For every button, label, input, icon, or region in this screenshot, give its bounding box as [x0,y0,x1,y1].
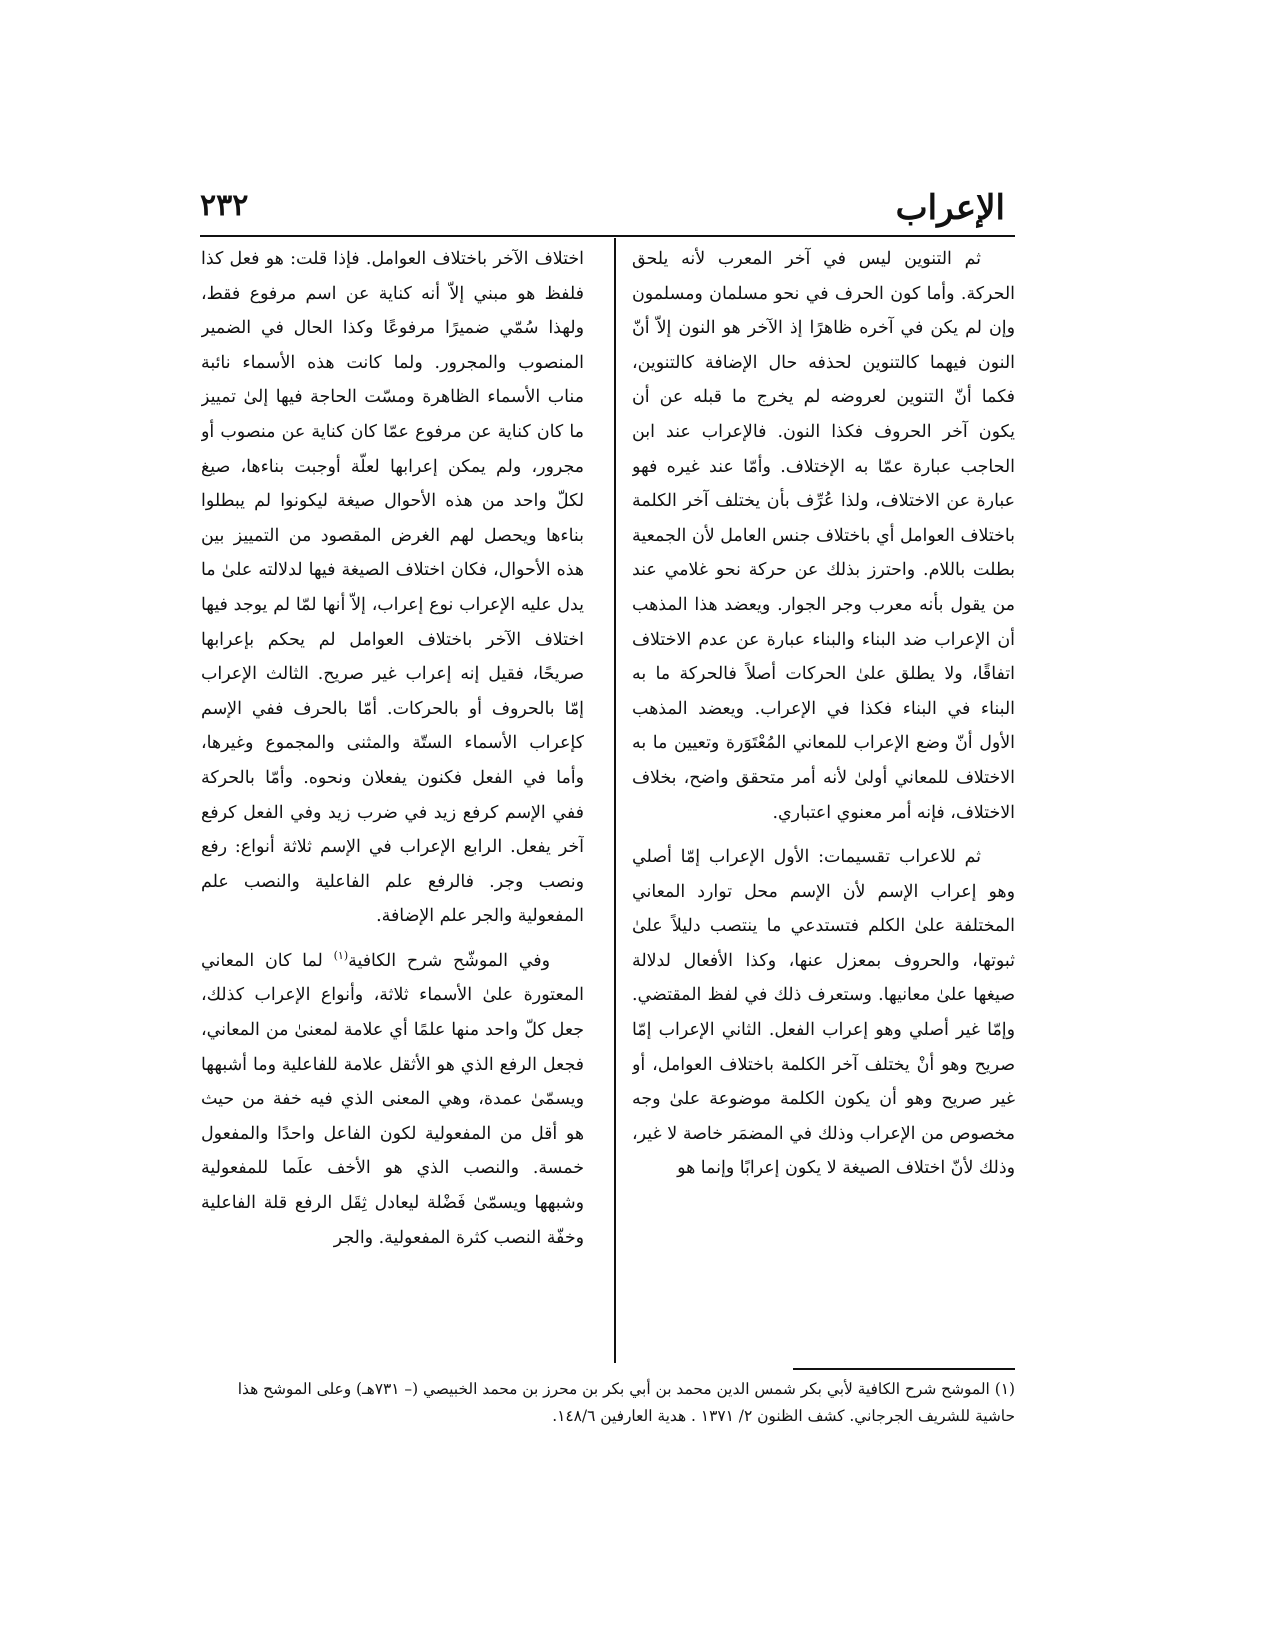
right-text-column [632,242,1015,1360]
right-paragraph-1: ثم التنوين ليس في آخر المعرب لأنه يلحق الحركة. وأما كون الحرف في نحو مسلمان ومسلمون وإن لم يكن في آخره ظاهرًا إذ الآخر هو النون إلاّ أنّ النون فيهما كالتنوين لحذفه حال الإضافة كالتنوين، فكما أنّ التنوين لعروضه لم يخرج ما قبله عن أن يكون آخر الحروف فكذا النون. فالإعراب عند ابن الحاجب عبارة عمّا به الإختلاف. وأمّا عند غيره فهو عبارة عن الاختلاف، ولذا عُرِّف بأن يختلف آخر الكلمة باختلاف العوامل أي باختلاف جنس العامل لأن الجمعية بطلت باللام. واحترز بذلك عن حركة نحو غلامي عند من يقول بأنه معرب وجر الجوار. ويعضد هذا المذهب أن الإعراب ضد البناء والبناء عبارة عن عدم الاختلاف اتفاقًا، ولا يطلق علىٰ الحركات أصلاً فالحركة ما به البناء في البناء فكذا في الإعراب. ويعضد المذهب الأول أنّ وضع الإعراب للمعاني المُعْتَوَرة وتعيين ما به الاختلاف للمعاني أولىٰ لأنه أمر متحقق واضح، بخلاف الاختلاف، فإنه أمر معنوي اعتباري. [632,249,1015,823]
footnote [200,1376,1015,1430]
left-paragraph-2 [201,944,584,1255]
header-rule [200,235,1015,237]
left-paragraph-2-start: وفي الموشّح شرح الكافية [348,950,550,971]
footnote-rule [793,1368,1015,1370]
left-paragraph-1: اختلاف الآخر باختلاف العوامل. فإذا قلت: هو فعل كذا فلفظ هو مبني إلاّ أنه كناية عن اسم مرفوع فقط، ولهذا سُمّي ضميرًا مرفوعًا وكذا الحال في الضمير المنصوب والمجرور. ولما كانت هذه الأسماء نائبة مناب الأسماء الظاهرة ومسّت الحاجة فيها إلىٰ تمييز ما كان كناية عن مرفوع عمّا كان كناية عن منصوب أو مجرور، ولم يمكن إعرابها لعلّة أوجبت بناءها، صيغ لكلّ واحد من هذه الأحوال صيغة ليكونوا لم يبطلوا بناءها ويحصل لهم الغرض المقصود من التمييز بين هذه الأحوال، فكان اختلاف الصيغة فيها لدلالته علىٰ ما يدل عليه الإعراب نوع إعراب، إلاّ أنها لمّا لم يوجد فيها اختلاف الآخر باختلاف العوامل لم يحكم بإعرابها صريحًا، فقيل إنه إعراب غير صريح. الثالث الإعراب إمّا بالحروف أو بالحركات. أمّا بالحرف ففي الإسم كإعراب الأسماء الستّة والمثنى والمجموع وغيرها، وأما في الفعل فكنون يفعلان ونحوه. وأمّا بالحركة ففي الإسم كرفع زيد في ضرب زيد وفي الفعل كرفع آخر يفعل. الرابع الإعراب في الإسم ثلاثة أنواع: رفع ونصب وجر. فالرفع علم الفاعلية والنصب علم المفعولية والجر علم الإضافة. [201,249,584,927]
left-paragraph-2-rest: لما كان المعاني المعتورة علىٰ الأسماء ثلاثة، وأنواع الإعراب كذلك، جعل كلّ واحد منها علمًا أي علامة لمعنىٰ من المعاني، فجعل الرفع الذي هو الأثقل علامة للفاعلية وما أشبهها ويسمّىٰ عمدة، وهي المعنى الذي فيه خفة من حيث هو أقل من المفعولية لكون الفاعل واحدًا والمفعول خمسة. والنصب الذي هو الأخف علَما للمفعولية وشبهها ويسمّىٰ فَضْلة ليعادل ثِقَل الرفع قلة الفاعلية وخفّة النصب كثرة المفعولية. والجر [201,950,584,1248]
footnote-reference: (١) [333,949,349,963]
column-divider [614,238,616,1363]
footnote-line-1: (١) الموشح شرح الكافية لأبي بكر شمس الدين محمد بن أبي بكر بن محرز بن محمد الخبيصي (– ٧٣١هـ) وعلى الموشح هذا [237,1380,1015,1398]
page-number: ٢٣٢ [200,188,249,223]
running-title: الإعراب [895,188,1005,228]
right-paragraph-2: ثم للاعراب تقسيمات: الأول الإعراب إمّا أصلي وهو إعراب الإسم لأن الإسم محل توارد المعاني المختلفة علىٰ الكلم فتستدعي ما ينتصب دليلاً علىٰ ثبوتها، والحروف بمعزل عنها، وكذا الأفعال لدلالة صيغها علىٰ معانيها. وستعرف ذلك في لفظ المقتضي. وإمّا غير أصلي وهو إعراب الفعل. الثاني الإعراب إمّا صريح وهو أنْ يختلف آخر الكلمة باختلاف العوامل، أو غير صريح وهو أن يكون الكلمة موضوعة علىٰ وجه مخصوص من الإعراب وذلك في المضمَر خاصة لا غير، وذلك لأنّ اختلاف الصيغة لا يكون إعرابًا وإنما هو [632,847,1015,1179]
left-text-column [201,242,584,1360]
footnote-line-2: حاشية للشريف الجرجاني. كشف الظنون ٢/ ١٣٧١ . هدية العارفين ١٤٨/٦. [552,1407,1015,1425]
